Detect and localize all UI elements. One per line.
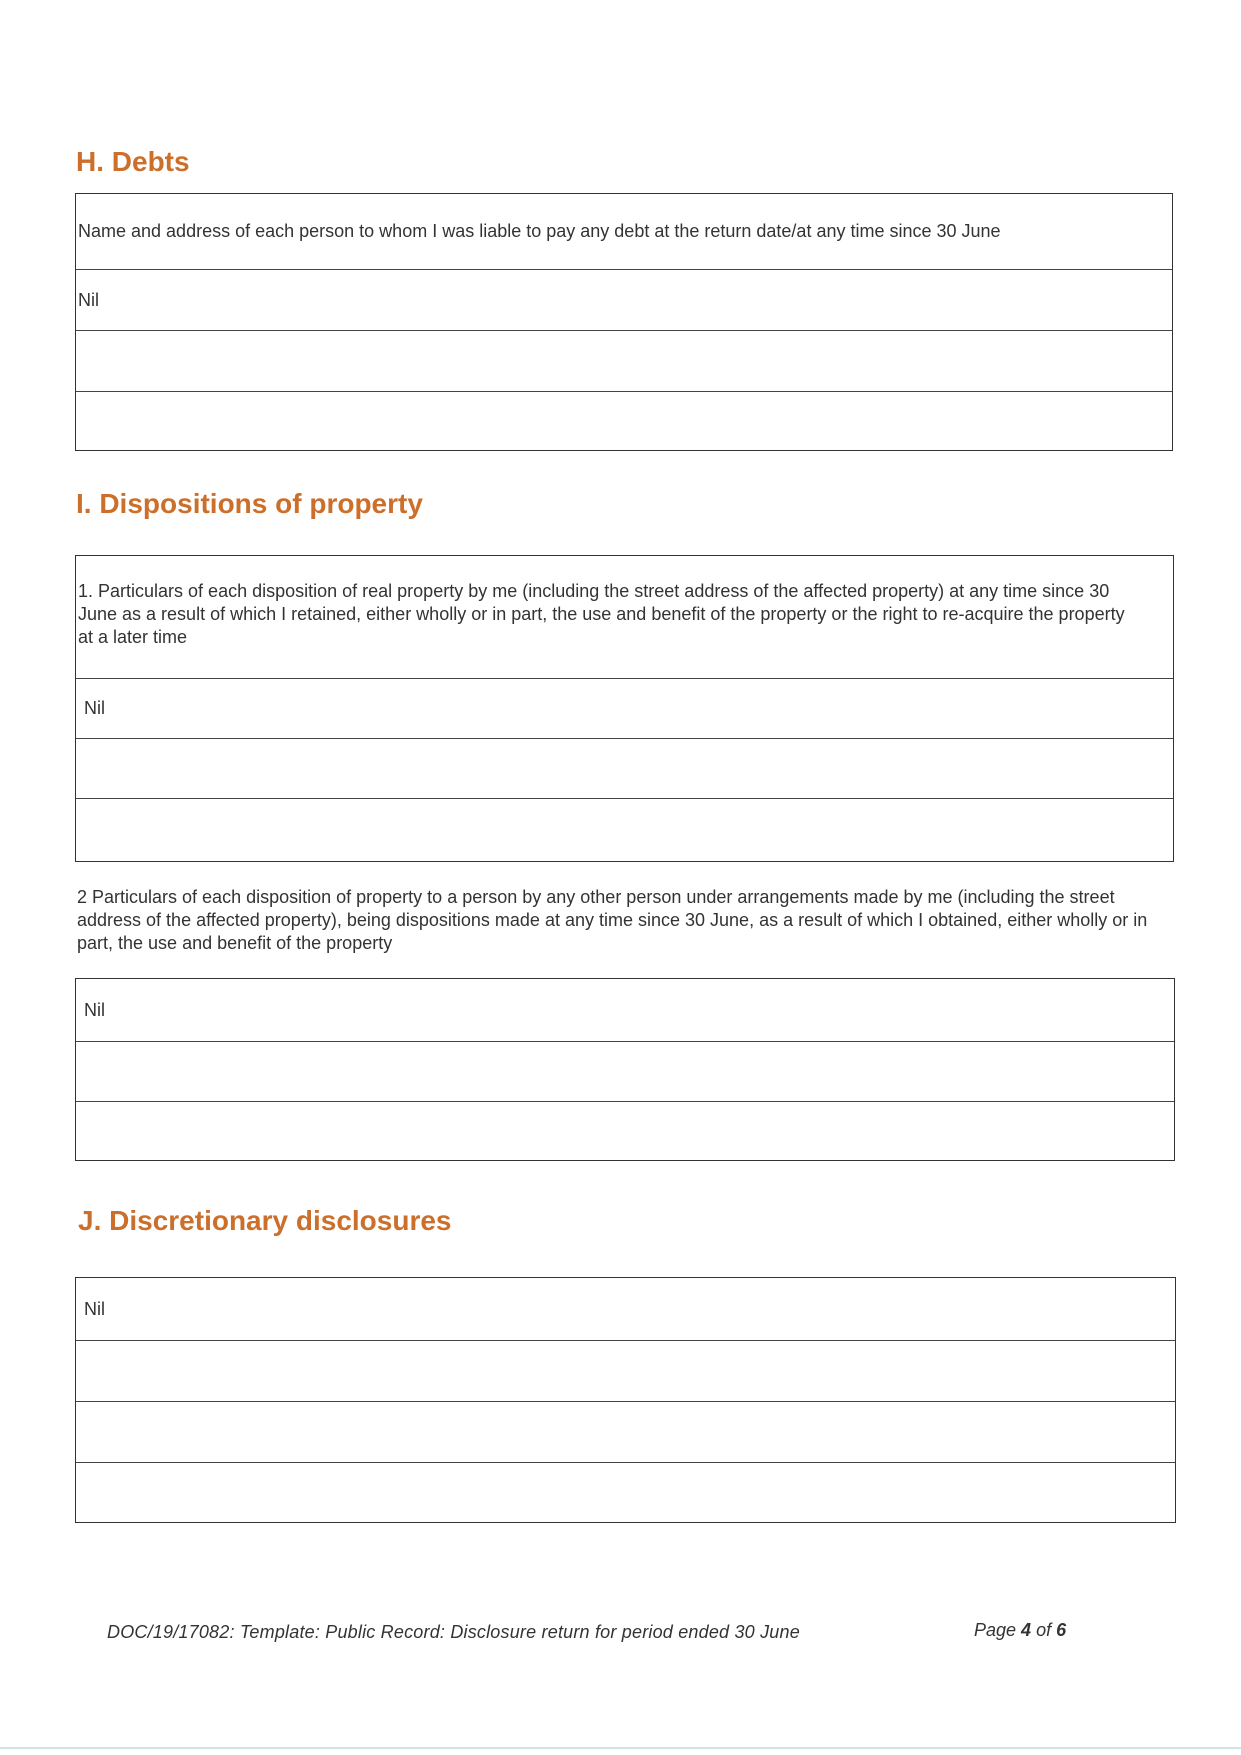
debts-table xyxy=(75,193,1173,451)
table-row[interactable] xyxy=(76,1340,1175,1401)
j-row-1-text: Nil xyxy=(84,1298,105,1319)
table-row[interactable] xyxy=(76,1101,1174,1160)
dispositions-q2-text: 2 Particulars of each disposition of property to a person by any other person under arrangements made by me (including the street address of the affected property), being dispositions made at any time since 30 June, as a result of which I obtained, either wholly or in part, the use and benefit of the property xyxy=(77,887,1148,953)
section-j-title: J. Discretionary disclosures xyxy=(78,1205,452,1236)
page-total: 6 xyxy=(1056,1620,1067,1640)
q1-row-1-text: Nil xyxy=(84,698,105,718)
table-row[interactable] xyxy=(76,1278,1175,1340)
table-row[interactable] xyxy=(76,979,1174,1041)
table-row[interactable] xyxy=(76,1401,1175,1462)
discretionary-disclosures-table xyxy=(75,1277,1176,1523)
dispositions-q1-text: 1. Particulars of each disposition of real property by me (including the street address of the affected property) at any time since 30 June as a result of which I retained, either wholly or in part, the use and benefit of the property or the right to re-acquire the property at a later time xyxy=(78,581,1125,647)
table-row[interactable] xyxy=(76,1462,1175,1522)
dispositions-real-property-table xyxy=(75,555,1174,862)
debts-row-1-text: Nil xyxy=(78,289,99,310)
table-row[interactable] xyxy=(76,1041,1174,1101)
section-i-title: I. Dispositions of property xyxy=(76,488,423,519)
section-h-title: H. Debts xyxy=(76,146,190,177)
table-row[interactable] xyxy=(76,678,1173,738)
page-of: of xyxy=(1031,1620,1057,1640)
bottom-divider xyxy=(0,1747,1241,1749)
q2-row-1-text: Nil xyxy=(84,999,105,1020)
table-row[interactable] xyxy=(76,391,1172,450)
debts-table-header xyxy=(76,194,1172,269)
table-row[interactable] xyxy=(76,330,1172,391)
table-row[interactable] xyxy=(76,798,1173,861)
dispositions-q1-header xyxy=(76,556,1173,678)
dispositions-arrangements-table xyxy=(75,978,1175,1161)
footer-doc-reference: DOC/19/17082: Template: Public Record: Disclosure return for period ended 30 June xyxy=(107,1622,800,1642)
footer-page-number xyxy=(974,1620,1066,1641)
table-row[interactable] xyxy=(76,738,1173,798)
debts-header-text: Name and address of each person to whom I was liable to pay any debt at the return date/at any time since 30 June xyxy=(78,221,1001,241)
table-row[interactable] xyxy=(76,269,1172,330)
page-current: 4 xyxy=(1021,1620,1032,1640)
page-prefix: Page xyxy=(974,1620,1022,1640)
